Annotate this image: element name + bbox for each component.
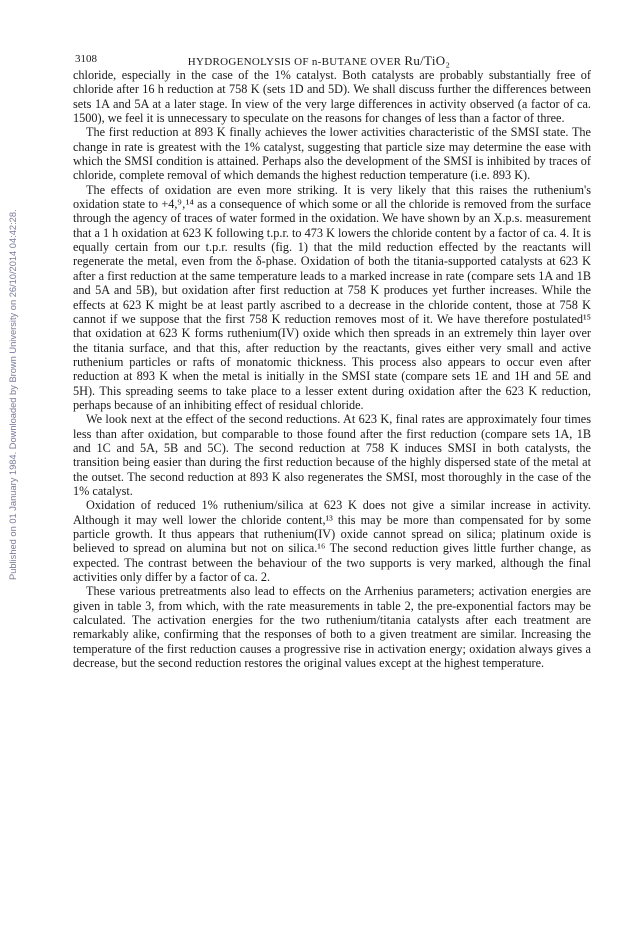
running-head <box>60 53 578 69</box>
article-body <box>73 68 591 670</box>
paragraph: The effects of oxidation are even more striking. It is very likely that this raises the ruthenium's oxidation state to +4,⁹‚¹⁴ as a consequence of which some or all the chloride is removed from the surface through the agency of traces of water formed in the oxidation. We have shown by an X.p.s. measurement that a 1 h oxidation at 623 K following t.p.r. to 473 K lowers the chloride content by a factor of ca. 4. It is equally certain from our t.p.r. results (fig. 1) that the mild reduction effected by the reactants will regenerate the metal, even from the δ-phase. Oxidation of both the titania-supported catalysts at 623 K after a first reduction at the same temperature leads to a marked increase in rate (compare sets 1A and 1B and 5A and 5B), but oxidation after first reduction at 758 K produces yet further increases. While the effects at 623 K might be at least partly ascribed to a decrease in the chloride content, those at 758 K cannot if we suppose that the first 758 K reduction removes most of it. We have therefore postulated¹⁵ that oxidation at 623 K forms ruthenium(IV) oxide which then spreads in an extremely thin layer over the titania surface, and that this, after reduction by the reactants, gives either very small and active ruthenium particles or rafts of monatomic thickness. This process also appears to occur even after reduction at 893 K when the metal is initially in the SMSI state (compare sets 1E and 1H and 5E and 5H). This spreading seems to take place to a lesser extent during oxidation after the 623 K reduction, perhaps because of an inhibiting effect of residual chloride. <box>73 182 591 412</box>
page-header <box>60 53 578 69</box>
download-watermark-text: Published on 01 January 1984. Downloaded by Brown University on 26/10/2014 04:42:28. <box>8 209 18 580</box>
running-head-title: HYDROGENOLYSIS OF n-BUTANE OVER <box>187 56 405 68</box>
paragraph: Oxidation of reduced 1% ruthenium/silica at 623 K does not give a similar increase in activity. Although it may well lower the chloride content,¹³ this may be more than compensated for by some particle growth. It thus appears that ruthenium(IV) oxide cannot spread on silica; platinum oxide is believed to spread on alumina but not on silica.¹⁶ The second reduction gives little further change, as expected. The contrast between the behaviour of the two supports is very marked, although the final activities only differ by a factor of ca. 2. <box>73 498 591 585</box>
paragraph: The first reduction at 893 K finally achieves the lower activities characteristic of the SMSI state. The change in rate is greatest with the 1% catalyst, suggesting that particle size may determine the ease with which the SMSI condition is attained. Perhaps also the development of the SMSI is inhibited by traces of chloride, complete removal of which demands the highest reduction temperature (i.e. 893 K). <box>73 125 591 183</box>
page-number: 3108 <box>75 53 97 65</box>
running-head-formula: Ru/TiO₂ <box>404 53 451 68</box>
paragraph: We look next at the effect of the second reductions. At 623 K, final rates are approximately four times less than after oxidation, but comparable to those found after the first reduction (compare sets 1A, 1B and 1C and 5A, 5B and 5C). The second reduction at 758 K induces SMSI in both catalysts, the transition being easier than during the first reduction because of the highly dispersed state of the metal at the outset. The second reduction at 893 K also regenerates the SMSI, most thoroughly in the case of the 1% catalyst. <box>73 412 591 498</box>
download-watermark <box>6 160 22 580</box>
paragraph: chloride, especially in the case of the 1% catalyst. Both catalysts are probably substantially free of chloride after 16 h reduction at 758 K (sets 1D and 5D). We shall discuss further the differences between sets 1A and 5A at a later stage. In view of the very large differences in activity observed (a factor of ca. 1500), we feel it is unnecessary to speculate on the reasons for changes of less than a factor of three. <box>73 68 591 126</box>
paragraph: These various pretreatments also lead to effects on the Arrhenius parameters; activation energies are given in table 3, from which, with the rate measurements in table 2, the pre-exponential factors may be calculated. The activation energies for the two ruthenium/titania catalysts after each treatment are remarkably alike, confirming that the responses of both to a given treatment are similar. Increasing the temperature of the first reduction causes a progressive rise in activation energy; oxidation always gives a decrease, but the second reduction restores the original values except at the highest temperature. <box>73 584 591 671</box>
